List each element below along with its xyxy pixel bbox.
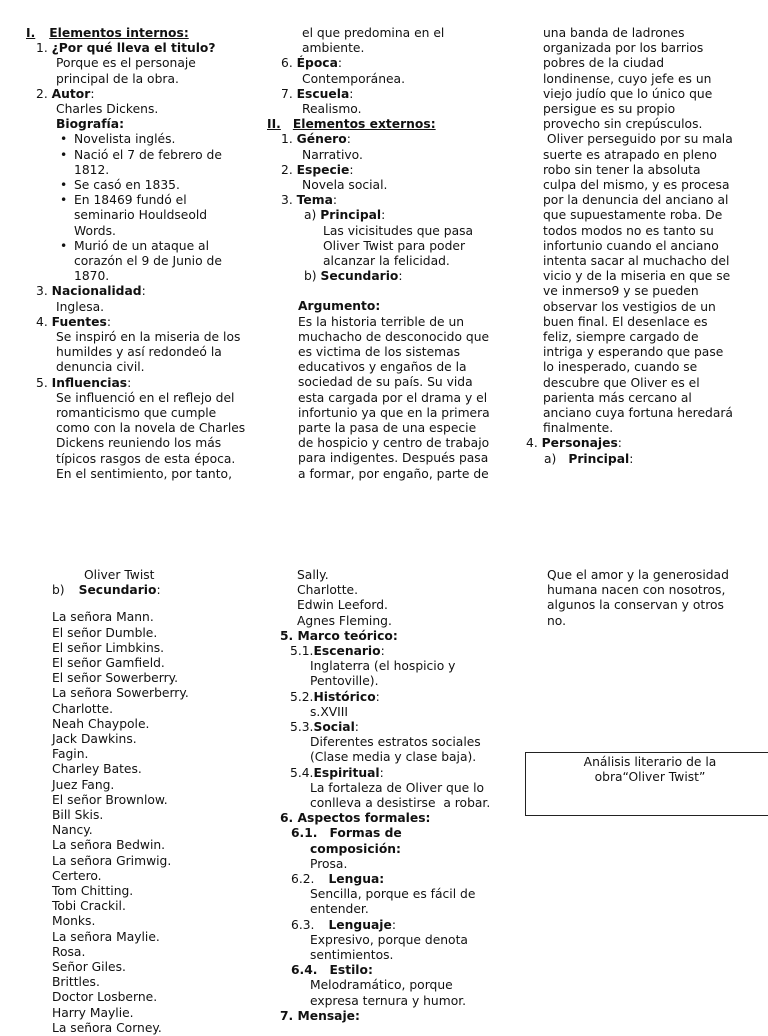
text-line: de hospicio y centro de trabajo (298, 436, 490, 451)
list-item: Certero. (52, 868, 102, 883)
section-heading-external (266, 117, 506, 132)
argument-text (266, 315, 506, 482)
item-number: 3. (36, 284, 48, 299)
text-line: suerte es atrapado en pleno (543, 147, 717, 162)
item-label: Época (296, 56, 338, 71)
text-line: ambiente. (302, 41, 365, 56)
biography-list (26, 132, 266, 284)
item-number: 3. (281, 193, 293, 208)
colon: : (375, 689, 380, 704)
text-line: infortunio ya que en la primera (298, 405, 490, 420)
text-line: corazón el 9 de Junio de (74, 254, 222, 269)
item-sources (26, 315, 266, 330)
text-line: finalmente. (543, 421, 614, 436)
text-line: humana nacen con nosotros, (547, 583, 726, 598)
list-item: La señora Corney. (52, 1020, 162, 1035)
item-number: a) (304, 208, 317, 223)
theme-principal (266, 208, 506, 223)
list-item: El señor Gamfield. (52, 656, 165, 671)
text-line: humildes y así redondeó la (56, 345, 222, 360)
colon: : (398, 269, 403, 284)
item-label: Autor (51, 86, 91, 101)
item-message (280, 1009, 510, 1024)
register-answer (280, 933, 510, 963)
text-line: Sencilla, porque es fácil de (310, 887, 476, 902)
text-line: anciano cuya fortuna heredará (543, 406, 733, 421)
item-label: Secundario (320, 269, 399, 284)
principal-character-name: Oliver Twist (84, 568, 155, 582)
list-item: Charlotte. (52, 701, 114, 716)
item-number: 5. (280, 628, 294, 643)
list-item: Juez Fang. (52, 777, 115, 792)
text-line: Oliver Twist para poder (323, 238, 466, 253)
heading-label: Elementos externos: (292, 117, 436, 132)
text-line: Oliver perseguido por su mala (543, 132, 733, 147)
text-line: que supuestamente roba. De (543, 208, 723, 223)
text-line: Las vicisitudes que pasa (323, 223, 474, 238)
spacer (52, 598, 262, 610)
item-label: Escenario (313, 644, 381, 659)
list-item: Charlotte. (297, 583, 359, 598)
text-line: viejo judío que lo único que (543, 86, 713, 101)
item-number: 5.3. (290, 720, 314, 735)
item-number: 4. (36, 314, 48, 329)
text-line: esta cargada por el drama y el (298, 390, 488, 405)
colon: : (391, 917, 396, 932)
list-item: La señora Sowerberry. (52, 686, 189, 701)
item-label: Secundario (78, 583, 157, 598)
style-answer (280, 978, 510, 1008)
colon: : (337, 56, 343, 71)
colon: : (629, 451, 634, 466)
text-line: romanticismo que cumple (56, 406, 217, 421)
text-line: observar los vestigios de un (543, 299, 716, 314)
item-label: Especie (296, 162, 350, 177)
item-number: 6. (281, 56, 293, 71)
cover-title-line: obra“Oliver Twist” (594, 770, 706, 785)
text-line: para indigentes. Después pasa (298, 451, 489, 466)
item-label: Género (296, 132, 347, 147)
item-label: Marco teórico: (297, 628, 398, 643)
item-social (280, 720, 510, 735)
item-number: 5.1. (290, 644, 314, 659)
item-style (280, 963, 510, 978)
text-line: muchacho de desconocido que (298, 329, 490, 344)
text-line: Inglaterra (el hospicio y (310, 659, 456, 674)
item-school (266, 87, 506, 102)
text-line: 1870. (74, 269, 110, 284)
item-label: Escuela (296, 86, 350, 101)
item-label: Aspectos formales: (297, 811, 431, 826)
bio-bullet (74, 239, 266, 285)
item-title-question (26, 41, 266, 56)
text-line: alcanzar la felicidad. (323, 254, 450, 269)
genre-answer: Narrativo. (302, 147, 363, 162)
list-item: Agnes Fleming. (297, 613, 392, 628)
argument-continued (526, 26, 766, 436)
secondary-characters-continued (280, 568, 510, 629)
item-number: a) (544, 451, 557, 466)
item-label: Fuentes (51, 314, 107, 329)
text-line: seminario Houldseold (74, 208, 208, 223)
lower-column-3 (547, 568, 767, 629)
item-number: 7. (280, 1008, 294, 1023)
text-line: descubre que Oliver es el (543, 375, 700, 390)
item-number: 6.4. (291, 963, 318, 978)
text-line: • Nació el 7 de febrero de (74, 147, 222, 162)
item-label: Personajes (541, 436, 618, 451)
item-label: Formas de (329, 826, 402, 841)
item-label: Principal (568, 451, 630, 466)
list-item: Nancy. (52, 823, 93, 838)
text-line: intriga y esperando que pase (543, 345, 724, 360)
text-line: vicio y de la miseria en que se (543, 269, 731, 284)
list-item: Señor Giles. (52, 960, 126, 975)
item-label: Estilo: (329, 963, 373, 978)
text-line: Pentoville). (310, 674, 379, 689)
item-number: 6. (280, 811, 294, 826)
text-line: sentimientos. (310, 948, 394, 963)
item-spiritual (280, 766, 510, 781)
item-label: Espiritual (313, 765, 380, 780)
item-characters (526, 436, 766, 451)
list-item: Doctor Losberne. (52, 990, 158, 1005)
author-answer (26, 102, 266, 132)
spacer (266, 284, 506, 299)
colon: : (156, 583, 161, 598)
colon: : (106, 314, 111, 329)
text-line: La fortaleza de Oliver que lo (310, 780, 485, 795)
item-label: Principal (320, 208, 382, 223)
item-number: 1. (281, 132, 293, 147)
biography-label: Biografía: (56, 117, 124, 132)
colon: : (379, 765, 384, 780)
colon: : (349, 86, 354, 101)
heading-label: Elementos internos: (49, 26, 189, 40)
item-theoretical-framework (280, 629, 510, 644)
list-item: Brittles. (52, 975, 100, 990)
colon: : (381, 208, 386, 223)
influences-answer (26, 391, 266, 482)
colon: : (141, 284, 146, 299)
text-line: (Clase media y clase baja). (310, 750, 477, 765)
item-label: Histórico (313, 689, 376, 704)
text-line: parte la pasa de una especie (298, 421, 477, 436)
text-line: educativos y engaños de la (298, 360, 467, 375)
historical-answer (280, 705, 510, 720)
text-line: denuncia civil. (56, 360, 145, 375)
item-genre (266, 132, 506, 147)
bio-bullet (74, 193, 266, 239)
item-label: Influencias (51, 375, 128, 390)
text-line: persigue es su propio (543, 102, 676, 117)
characters-secondary (52, 583, 262, 598)
item-historical (280, 690, 510, 705)
bio-bullet (74, 178, 266, 193)
item-composition-cont (280, 842, 510, 857)
message-text (547, 568, 767, 629)
text-line: En el sentimiento, por tanto, (56, 466, 232, 481)
upper-column-2 (266, 26, 506, 482)
text-line: todos modos no es tanto su (543, 223, 714, 238)
item-number: 7. (281, 86, 293, 101)
text-line: entender. (310, 902, 369, 917)
bio-bullet (74, 132, 266, 147)
upper-column-1 (26, 26, 266, 482)
text-line: Se inspiró en la miseria de los (56, 330, 241, 345)
list-item: El señor Brownlow. (52, 792, 168, 807)
argument-heading (266, 299, 506, 314)
lower-column-1 (52, 568, 262, 1036)
list-item: Edwin Leeford. (297, 598, 388, 613)
text-line: • Se casó en 1835. (74, 178, 180, 193)
text-line: intenta sacar al muchacho del (543, 254, 730, 269)
text-line: típicos rasgos de esta época. (56, 451, 236, 466)
text-line: no. (547, 613, 567, 628)
text-line: robo sin tener la absoluta (543, 162, 701, 177)
item-label: Mensaje: (297, 1008, 360, 1023)
text-line: sociedad de su país. Su vida (298, 375, 473, 390)
colon: : (380, 644, 385, 659)
list-item: Rosa. (52, 944, 86, 959)
colon: : (349, 162, 354, 177)
theme-secondary (266, 269, 506, 284)
text-line: por la denuncia del anciano al (543, 193, 729, 208)
text-line: Diferentes estratos sociales (310, 735, 481, 750)
text-line: una banda de ladrones (543, 26, 685, 40)
text-line: conlleva a desistirse a robar. (310, 796, 491, 811)
item-setting (280, 644, 510, 659)
item-influences (26, 376, 266, 391)
text-line: parienta más cercano al (543, 390, 692, 405)
item-register (280, 918, 510, 933)
list-item: El señor Dumble. (52, 625, 158, 640)
item-label: Nacionalidad (51, 284, 142, 299)
list-item: Bill Skis. (52, 808, 104, 823)
heading-number: II. (267, 117, 281, 132)
text-line: • En 18469 fundó el (74, 193, 187, 208)
text-line: Que el amor y la generosidad (547, 568, 729, 582)
item-theme (266, 193, 506, 208)
characters-principal (526, 452, 766, 467)
item-label: composición: (310, 841, 401, 856)
text-line: Melodramático, porque (310, 978, 453, 993)
lower-column-2 (280, 568, 510, 1024)
colon: : (354, 720, 359, 735)
text-line: • Novelista inglés. (74, 132, 176, 147)
item-number: 2. (36, 86, 48, 101)
item-label: Social (313, 720, 355, 735)
text-line: Es la historia terrible de un (298, 314, 465, 329)
text-line: pobres de la ciudad (543, 56, 665, 71)
text-line: el que predomina en el (302, 26, 445, 40)
list-item: Tobi Crackil. (52, 899, 126, 914)
text-line: Charles Dickens. (56, 102, 159, 117)
list-item: Monks. (52, 914, 96, 929)
text-line: s.XVIII (310, 704, 349, 719)
list-item: El señor Sowerberry. (52, 671, 179, 686)
text-line: Dickens reuniendo los más (56, 436, 222, 451)
colon: : (90, 86, 95, 101)
list-item: Jack Dawkins. (52, 732, 137, 747)
item-number: 5.2. (290, 689, 314, 704)
item-label: ¿Por qué lleva el titulo? (51, 41, 216, 56)
colon: : (617, 436, 622, 451)
text-line: Expresivo, porque denota (310, 932, 468, 947)
item-epoch (266, 56, 506, 71)
text-line: Se influenció en el reflejo del (56, 390, 235, 405)
item-number: 6.1. (291, 826, 318, 841)
item-number: b) (52, 583, 65, 598)
item-language (280, 872, 510, 887)
text-line: a formar, por engaño, parte de (298, 466, 489, 481)
list-item: La señora Bedwin. (52, 838, 166, 853)
text-line: principal de la obra. (56, 71, 179, 86)
argument-label: Argumento: (298, 299, 381, 314)
item-composition (280, 826, 510, 841)
text-line: expresa ternura y humor. (310, 993, 467, 1008)
item-number: 6.3. (291, 917, 315, 932)
text-line: 1812. (74, 162, 110, 177)
text-line: ve inmerso9 y se pueden (543, 284, 699, 299)
text-line: infortunio cuando el anciano (543, 238, 719, 253)
item-number: 1. (36, 41, 48, 56)
text-line: organizada por los barrios (543, 41, 704, 56)
item-label: Tema (296, 193, 333, 208)
item-number: 6.2. (291, 872, 315, 887)
item-label: Lengua: (328, 872, 385, 887)
section-heading-internal (26, 26, 266, 41)
list-item: Harry Maylie. (52, 1005, 134, 1020)
text-line: buen final. El desenlace es (543, 314, 708, 329)
cover-title-box (525, 752, 768, 816)
list-item: Charley Bates. (52, 762, 142, 777)
item-number: 5. (36, 375, 48, 390)
species-answer: Novela social. (302, 178, 388, 193)
item-formal-aspects (280, 811, 510, 826)
theme-principal-answer (266, 224, 506, 270)
colon: : (332, 193, 338, 208)
text-line: algunos la conservan y otros (547, 598, 724, 613)
text-line: como con la novela de Charles (56, 421, 246, 436)
text-line: culpa del mismo, y es procesa (543, 178, 730, 193)
epoch-answer: Contemporánea. (302, 71, 405, 86)
list-item: Tom Chitting. (52, 884, 134, 899)
list-item: Sally. (297, 568, 329, 582)
social-answer (280, 735, 510, 765)
bio-bullet (74, 148, 266, 178)
colon: : (346, 132, 351, 147)
text-line: londinense, cuyo jefe es un (543, 71, 712, 86)
item-nationality (26, 284, 266, 299)
list-item: Fagin. (52, 747, 89, 762)
text-line: feliz, siempre cargado de (543, 330, 699, 345)
composition-answer: Prosa. (310, 856, 348, 871)
secondary-characters-list (52, 610, 262, 1036)
text-line: provecho sin crepúsculos. (543, 117, 703, 132)
item-species (266, 163, 506, 178)
heading-number: I. (26, 26, 36, 40)
item-label: Lenguaje (328, 917, 392, 932)
text-line: es victima de los sistemas (298, 345, 461, 360)
item-number: 2. (281, 162, 293, 177)
list-item: La señora Grimwig. (52, 853, 172, 868)
spiritual-answer (280, 781, 510, 811)
list-item: La señora Maylie. (52, 929, 160, 944)
influences-continued (266, 26, 506, 56)
item-number: 4. (526, 436, 538, 451)
text-line: lo inesperado, cuando se (543, 360, 698, 375)
setting-answer (280, 659, 510, 689)
text-line: Words. (74, 223, 116, 238)
list-item: Neah Chaypole. (52, 716, 150, 731)
sources-answer (26, 330, 266, 376)
colon: : (127, 375, 132, 390)
list-item: El señor Limbkins. (52, 640, 165, 655)
item-number: 5.4. (290, 765, 314, 780)
list-item: La señora Mann. (52, 610, 154, 625)
language-answer (280, 887, 510, 917)
text-line: Porque es el personaje (56, 56, 196, 71)
item-number: b) (304, 269, 317, 284)
item-author (26, 87, 266, 102)
text-line: • Murió de un ataque al (74, 238, 210, 253)
nationality-answer: Inglesa. (56, 299, 105, 314)
upper-column-3 (526, 26, 766, 467)
item-title-answer (26, 56, 266, 86)
cover-title-line: Análisis literario de la (583, 755, 717, 769)
school-answer: Realismo. (302, 102, 362, 117)
